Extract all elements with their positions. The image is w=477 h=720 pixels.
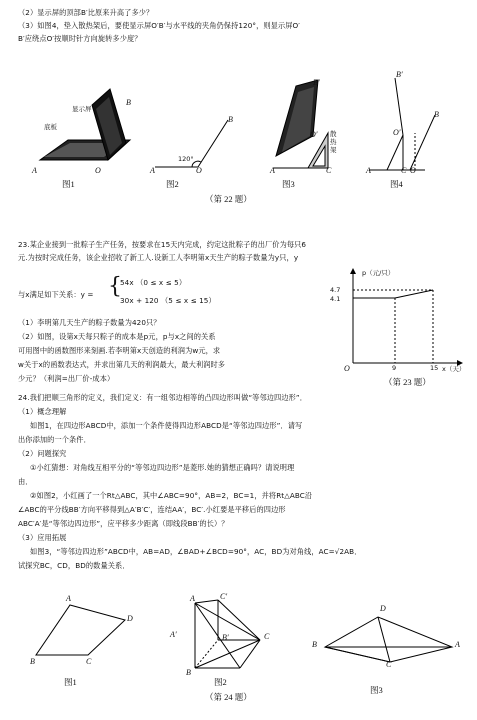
q24-fig3-caption: 图3 xyxy=(370,685,383,695)
q22-fig4-diagram xyxy=(365,75,445,175)
q24-line-1: 24.我们把顺三角形的定义，我们定义：有一组邻边相等的凸四边形叫做“等邻边四边形”． xyxy=(18,393,308,402)
q24-fig2-caption: 图2 xyxy=(214,677,227,687)
q22-fig2-caption: 图2 xyxy=(166,179,179,189)
q24-fig2-B-prime: B′ xyxy=(222,633,229,642)
q24-line-10: ABC′A′是“等邻边四边形”，应平移多少距离（即线段BB′的长）？ xyxy=(18,519,229,528)
q22-fig3-laptop xyxy=(268,78,343,173)
q22-fig4-O: O xyxy=(410,166,416,175)
q23-case-1: 54x （0 ≤ x ≤ 5） xyxy=(120,278,187,287)
q23-graph-xlabel: x（天） xyxy=(442,365,466,373)
q22-fig2-angle xyxy=(150,115,240,175)
q22-fig3-B: B′ xyxy=(313,78,320,87)
q23-q2-d: 少元？（利润=出厂价-成本） xyxy=(18,374,115,383)
q22-fig4-A: A xyxy=(366,166,371,175)
q22-fig1-A: A xyxy=(32,166,37,175)
q24-fig1-B: B xyxy=(30,657,35,666)
q23-q2-a: （2）如图，设第x天每只粽子的成本是p元，p与x之间的关系 xyxy=(18,332,216,341)
q24-line-7: 由． xyxy=(18,477,33,486)
q23-graph-origin: O xyxy=(344,364,350,373)
q22-fig2-O: O xyxy=(196,166,202,175)
q22-fig3-stand-label: 散热架 xyxy=(330,130,337,154)
q23-graph-ylabel: p（元/只） xyxy=(362,269,395,277)
q22-title: （第 22 题） xyxy=(205,194,252,204)
q23-brace: { xyxy=(108,274,122,299)
q23-graph-x1: 9 xyxy=(392,364,397,372)
q24-fig3-diagram xyxy=(320,612,460,667)
q23-graph-x2: 15 xyxy=(430,364,439,372)
q22-line-2: （3）如图4，垫入散热架后，要使显示屏O′B′与水平线的夹角仍保持120°，则显示屏O′ xyxy=(18,21,301,30)
q24-fig2-A: A xyxy=(190,594,195,603)
q24-fig1-caption: 图1 xyxy=(64,677,77,687)
q24-fig3-B: B xyxy=(312,640,317,649)
q23-graph-y1: 4.7 xyxy=(330,286,341,294)
q23-q1: （1）李明第几天生产的粽子数量为420只？ xyxy=(18,318,161,327)
q24-fig1-quadrilateral xyxy=(30,600,140,660)
q22-fig3-O: O′ xyxy=(310,130,318,139)
q24-fig1-A: A xyxy=(66,594,71,603)
q24-line-12: 如图3，“等邻边四边形”ABCD中，AB=AD，∠BAD+∠BCD=90°，AC，BD为对角线，AC=√2AB． xyxy=(30,547,362,556)
q24-line-13: 试探究BC，CD，BD的数量关系． xyxy=(18,561,130,570)
q24-fig2-A-prime: A′ xyxy=(170,630,177,639)
q24-line-11: （3）应用拓展 xyxy=(18,533,67,542)
q22-fig1-base-label: 底板 xyxy=(44,123,57,131)
q22-fig4-caption: 图4 xyxy=(390,179,403,189)
q24-title: （第 24 题） xyxy=(205,692,252,702)
q24-fig2-C-prime: C′ xyxy=(220,592,228,601)
q22-line-3: B′应绕点O′按顺时针方向旋转多少度？ xyxy=(18,34,142,43)
q23-graph xyxy=(345,268,465,373)
q22-fig4-B-prime: B′ xyxy=(396,70,403,79)
q22-fig2-A: A xyxy=(150,166,155,175)
q22-fig3-A: A xyxy=(270,166,275,175)
q22-fig1-B: B xyxy=(126,98,131,107)
q24-line-2: （1）概念理解 xyxy=(18,407,67,416)
q23-line-3: 与x满足如下关系：y = xyxy=(18,290,94,299)
q24-fig2-B: B xyxy=(186,668,191,677)
q22-fig1-caption: 图1 xyxy=(62,179,75,189)
q23-q2-b: 可用图中的函数图形来刻画.若李明第x天创造的利润为w元，求 xyxy=(18,346,221,355)
q22-fig1-O: O xyxy=(95,166,101,175)
q22-line-1: （2）显示屏的顶部B′比原来升高了多少？ xyxy=(18,8,154,17)
q23-graph-caption: （第 23 题） xyxy=(384,377,431,387)
q24-line-5: （2）问题探究 xyxy=(18,449,67,458)
q22-fig2-B: B xyxy=(228,115,233,124)
q24-fig2-C: C xyxy=(264,632,270,641)
q24-line-4: 出你添加的一个条件． xyxy=(18,435,91,444)
q23-case-2: 30x + 120 （5 ≤ x ≤ 15） xyxy=(120,296,216,305)
q22-fig4-C: C xyxy=(401,166,407,175)
q22-fig1-screen-label: 显示屏 xyxy=(72,105,92,113)
q24-fig3-C: C xyxy=(386,660,392,669)
q24-fig1-C: C xyxy=(86,657,92,666)
q24-line-6: ①小红猜想：对角线互相平分的“等邻边四边形”是菱形.她的猜想正确吗？请说明理 xyxy=(30,463,295,472)
q23-line-2: 元.为按时完成任务，该企业招收了新工人.设新工人李明第x天生产的粽子数量为y只，y xyxy=(18,253,299,262)
q24-line-9: ∠ABC的平分线BB′方向平移得到△A′B′C′，连结AA′，BC′.小红要是平移后的四边形 xyxy=(18,505,286,514)
q22-fig3-C: C xyxy=(326,166,332,175)
q24-fig3-A: A xyxy=(455,640,460,649)
q24-line-3: 如图1，在四边形ABCD中，添加一个条件使得四边形ABCD是“等邻边四边形”．请写 xyxy=(30,421,303,430)
q24-fig1-D: D xyxy=(127,614,133,623)
q24-fig3-D: D xyxy=(380,604,386,613)
q22-fig4-O-prime: O′ xyxy=(393,128,401,137)
q22-fig4-B: B xyxy=(434,110,439,119)
q22-fig2-angle-label: 120° xyxy=(178,155,194,163)
q23-line-1: 23.某企业接到一批粽子生产任务，按要求在15天内完成，约定这批粽子的出厂价为每只6 xyxy=(18,240,307,249)
q23-graph-y2: 4.1 xyxy=(330,295,341,303)
q22-fig3-caption: 图3 xyxy=(282,179,295,189)
q23-q2-c: w关于x的函数表达式，并求出第几天的利润最大，最大利润时多 xyxy=(18,360,226,369)
q24-line-8: ②如图2，小红画了一个Rt△ABC，其中∠ABC=90°，AB=2，BC=1，并将Rt△ABC沿 xyxy=(30,491,313,500)
